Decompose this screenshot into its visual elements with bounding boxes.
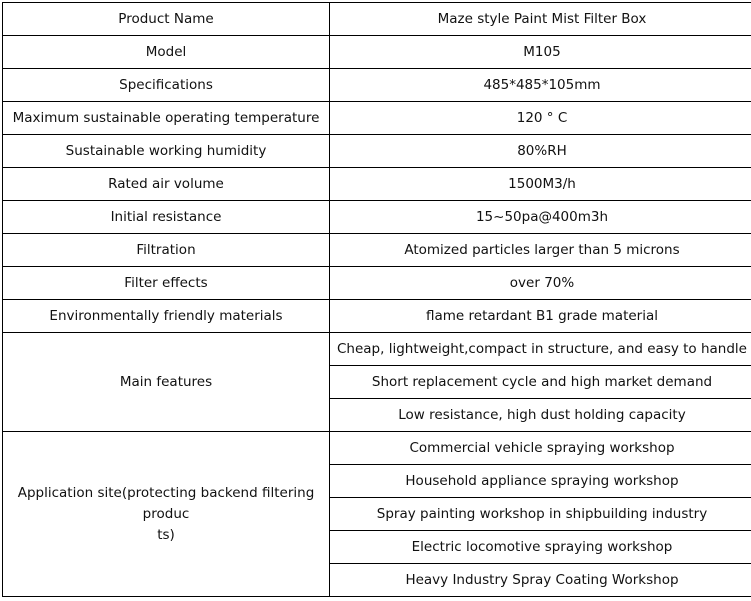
- table-row: [3, 234, 751, 267]
- row-label-max-temperature: Maximum sustainable operating temperature: [3, 102, 330, 135]
- table-row: [3, 135, 751, 168]
- row-label-air-volume: Rated air volume: [3, 168, 330, 201]
- row-label-model: Model: [3, 36, 330, 69]
- row-value-humidity: 80%RH: [330, 135, 751, 168]
- application-site-item: Household appliance spraying workshop: [330, 465, 751, 498]
- row-label-materials: Environmentally friendly materials: [3, 300, 330, 333]
- table-row: [3, 36, 751, 69]
- main-feature-item: Cheap, lightweight,compact in structure, and easy to handle: [330, 333, 751, 366]
- table-row: [3, 432, 751, 465]
- product-spec-table: [2, 2, 751, 597]
- row-value-model: M105: [330, 36, 751, 69]
- main-feature-item: Short replacement cycle and high market demand: [330, 366, 751, 399]
- application-site-label-line1: Application site(protecting backend filtering produc: [17, 484, 315, 522]
- row-value-filtration: Atomized particles larger than 5 microns: [330, 234, 751, 267]
- row-value-initial-resistance: 15~50pa@400m3h: [330, 201, 751, 234]
- application-site-item: Commercial vehicle spraying workshop: [330, 432, 751, 465]
- application-site-label-line2: ts): [157, 526, 175, 543]
- table-row: [3, 168, 751, 201]
- row-label-filtration: Filtration: [3, 234, 330, 267]
- application-site-item: Electric locomotive spraying workshop: [330, 531, 751, 564]
- application-site-item: Heavy Industry Spray Coating Workshop: [330, 564, 751, 597]
- table-row: [3, 69, 751, 102]
- row-label-filter-effects: Filter effects: [3, 267, 330, 300]
- row-label-main-features: Main features: [3, 333, 330, 432]
- table-row: [3, 267, 751, 300]
- table-row: [3, 300, 751, 333]
- row-value-product-name: Maze style Paint Mist Filter Box: [330, 3, 751, 36]
- application-site-item: Spray painting workshop in shipbuilding industry: [330, 498, 751, 531]
- row-label-humidity: Sustainable working humidity: [3, 135, 330, 168]
- row-label-product-name: Product Name: [3, 3, 330, 36]
- row-value-specifications: 485*485*105mm: [330, 69, 751, 102]
- table-row: [3, 333, 751, 366]
- row-value-air-volume: 1500M3/h: [330, 168, 751, 201]
- table-row: [3, 201, 751, 234]
- main-feature-item: Low resistance, high dust holding capacity: [330, 399, 751, 432]
- row-value-materials: flame retardant B1 grade material: [330, 300, 751, 333]
- table-row: [3, 3, 751, 36]
- row-value-filter-effects: over 70%: [330, 267, 751, 300]
- row-label-initial-resistance: Initial resistance: [3, 201, 330, 234]
- row-label-specifications: Specifications: [3, 69, 330, 102]
- table-row: [3, 102, 751, 135]
- row-value-max-temperature: 120 ° C: [330, 102, 751, 135]
- row-label-application-site: [3, 432, 330, 597]
